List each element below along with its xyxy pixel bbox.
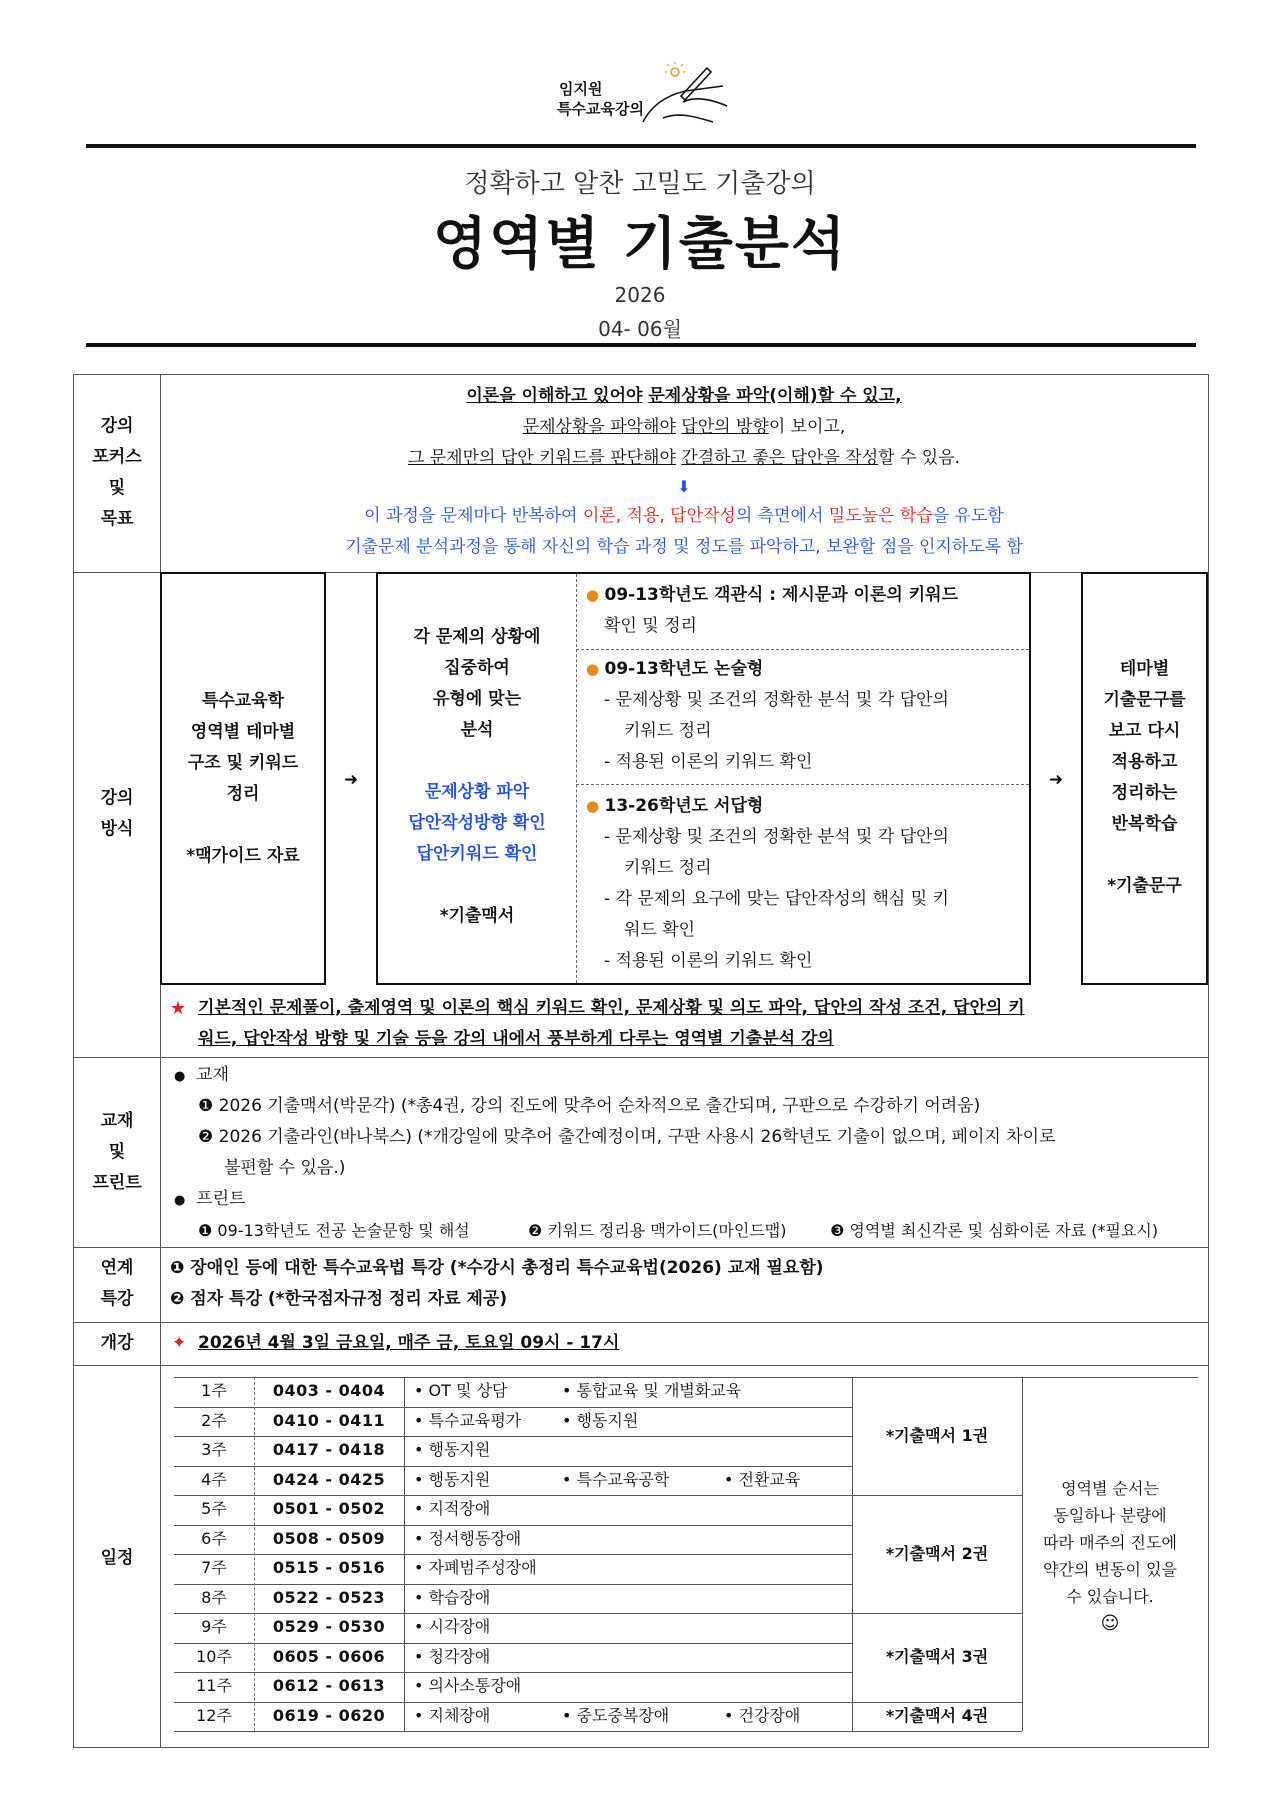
method-summary-line-2: 워드, 답안작성 방향 및 기술 등을 강의 내에서 풍부하게 다루는 영역별 기출분석 강의	[198, 1029, 834, 1049]
schedule-date: 0424 - 0425	[272, 1469, 386, 1489]
schedule-date: 0501 - 0502	[272, 1499, 386, 1518]
box-line: 특수교육학	[201, 691, 285, 711]
print-item-1: ❶ 09-13학년도 전공 논술문항 및 해설	[198, 1221, 470, 1240]
focus-text: 이 과정을 문제마다 반복하여	[364, 506, 583, 526]
row-divider	[74, 1247, 1208, 1248]
focus-line-4	[160, 501, 1208, 532]
spacer	[1083, 840, 1206, 871]
schedule-topic: • 전환교육	[724, 1469, 801, 1489]
method-box-structure	[160, 572, 326, 985]
box-line: 적용하고	[1111, 752, 1178, 772]
spacer	[162, 810, 324, 841]
logo	[555, 62, 735, 132]
print-item-3: ❸ 영역별 최신각론 및 심화이론 자료 (*필요시)	[830, 1221, 1159, 1240]
bullet-icon: ●	[174, 1193, 186, 1208]
spacer	[378, 870, 576, 901]
section-text: 워드 확인	[624, 920, 696, 940]
focus-line-2	[160, 412, 1208, 443]
linked-label	[74, 1253, 160, 1315]
schedule-topic: • 행동지원	[562, 1410, 639, 1430]
schedule-week: 9주	[201, 1617, 227, 1636]
section-head: 09-13학년도 객관식 : 제시문과 이론의 키워드	[604, 585, 959, 605]
schedule-topic: • 지적장애	[414, 1499, 491, 1518]
box-lines	[162, 686, 324, 872]
label-line: 프린트	[92, 1173, 142, 1193]
box-line: 보고 다시	[1108, 721, 1181, 741]
heading-text: 프린트	[196, 1189, 246, 1209]
schedule-topic: • 특수교육평가	[414, 1410, 522, 1430]
print-heading	[174, 1184, 245, 1216]
note-line: 수 있습니다.	[1066, 1587, 1154, 1606]
schedule-book: *기출맥서 2권	[885, 1544, 989, 1563]
textbook-heading	[174, 1060, 229, 1092]
down-arrow-icon: ⬇	[677, 477, 691, 496]
schedule-date: 0612 - 0613	[272, 1676, 386, 1695]
schedule-week: 11주	[196, 1676, 232, 1695]
book-group-line	[852, 1495, 1022, 1496]
schedule-date: 0515 - 0516	[272, 1558, 386, 1577]
schedule-note	[1022, 1475, 1198, 1637]
year-text: 2026	[614, 283, 666, 307]
method-label	[74, 783, 160, 845]
section-text: - 문제상황 및 조건의 정확한 분석 및 각 답안의	[604, 827, 949, 847]
box-line: 영역별 테마별	[190, 722, 296, 742]
focus-line-5: 기출문제 분석과정을 통해 자신의 학습 과정 및 정도를 파악하고, 보완할 점을 인지하도록 함	[345, 537, 1023, 557]
label-line: 강의	[100, 788, 134, 808]
label-line: 및	[108, 478, 126, 498]
period-text: 04- 06월	[598, 317, 682, 341]
focus-text: 문제상황을 파악(이해)할 수 있고,	[648, 386, 902, 406]
schedule-week: 12주	[196, 1705, 232, 1725]
linked-item-1: ❶ 장애인 등에 대한 특수교육법 특강 (*수강시 총정리 특수교육법(2026) 교재 필요함)	[170, 1258, 824, 1278]
box-line: 테마별	[1119, 659, 1170, 679]
linked-item-2: ❷ 점자 특강 (*한국점자규정 정리 자료 제공)	[170, 1289, 508, 1309]
row-divider	[74, 1322, 1208, 1323]
section-head: 13-26학년도 서답형	[604, 796, 764, 816]
focus-text: 간결하고 좋은 답안을 작성	[681, 448, 879, 468]
logo-text-name: 임지원	[559, 80, 603, 98]
row-divider	[74, 1365, 1208, 1366]
section-divider	[576, 649, 1029, 650]
star-icon: ★	[170, 998, 187, 1019]
logo-text-subtitle: 특수교육강의	[557, 100, 644, 118]
schedule-date: 0508 - 0509	[272, 1528, 386, 1548]
schedule-topic: • 지체장애	[414, 1705, 491, 1725]
opening-text: 2026년 4월 3일 금요일, 매주 금, 토요일 09시 - 17시	[198, 1333, 620, 1353]
schedule-topic: • 특수교육공학	[562, 1469, 670, 1489]
analysis-text	[378, 622, 576, 932]
arrow-right-icon: ➜	[343, 770, 359, 790]
focus-text: 이론, 적용, 답안작성	[582, 506, 736, 526]
box-line: 문제상황 파악	[424, 782, 530, 802]
section-short-answer	[586, 791, 763, 822]
schedule-week: 6주	[201, 1528, 227, 1548]
schedule-week: 3주	[201, 1440, 227, 1459]
section-objective	[586, 580, 958, 611]
label-line: 강의	[100, 416, 134, 436]
page-title: 영역별 기출분석	[432, 212, 848, 277]
bullet-dot-icon: ●	[586, 586, 600, 604]
section-text: 확인 및 정리	[604, 616, 697, 636]
schedule-book: *기출맥서 1권	[885, 1426, 989, 1445]
page-subtitle: 정확하고 알찬 고밀도 기출강의	[464, 169, 816, 199]
method-box-analysis	[376, 572, 1031, 985]
schedule-date: 0410 - 0411	[272, 1410, 386, 1430]
row-divider	[74, 1057, 1208, 1058]
box-line: *기출문구	[1107, 876, 1182, 896]
box-line: 반복학습	[1111, 814, 1178, 834]
section-text: - 적용된 이론의 키워드 확인	[604, 951, 813, 971]
schedule-date: 0522 - 0523	[272, 1587, 386, 1607]
box-line: 답안키워드 확인	[416, 844, 538, 864]
section-text: 키워드 정리	[624, 721, 712, 741]
focus-text: 할 수 있음.	[878, 448, 961, 468]
box-line: 구조 및 키워드	[187, 753, 299, 773]
box-line: *맥가이드 자료	[186, 846, 300, 866]
schedule-topic: • 의사소통장애	[414, 1676, 522, 1695]
note-line: 영역별 순서는	[1061, 1479, 1159, 1498]
smiley-icon: ☺	[1100, 1613, 1120, 1634]
schedule-label: 일정	[100, 1548, 134, 1568]
note-line: 동일하나 분량에	[1053, 1506, 1167, 1525]
schedule-week: 2주	[201, 1410, 227, 1430]
header-bottom-rule	[86, 343, 1196, 347]
sparkle-icon: ✦	[172, 1333, 187, 1353]
schedule-week: 8주	[201, 1587, 227, 1607]
textbook-item-1: ❶ 2026 기출맥서(박문각) (*총4권, 강의 진도에 맞추어 순차적으로 출간되며, 구판으로 수강하기 어려움)	[198, 1096, 981, 1116]
note-line: 따라 매주의 진도에	[1043, 1533, 1177, 1552]
schedule-topic: • 건강장애	[724, 1705, 801, 1725]
focus-text: 을 유도함	[932, 506, 1004, 526]
schedule-table	[174, 1377, 1198, 1735]
box-line: 유형에 맞는	[432, 689, 522, 709]
focus-text: 문제상황을 파악해야	[522, 417, 676, 437]
focus-line-3	[160, 443, 1208, 474]
schedule-topic: • OT 및 상담	[414, 1381, 508, 1400]
schedule-book: *기출맥서 4권	[885, 1706, 989, 1726]
label-line: 포커스	[92, 447, 142, 467]
box-line: 집중하여	[444, 658, 510, 678]
schedule-col-line	[404, 1377, 405, 1731]
box-line: 기출문구를	[1103, 690, 1186, 710]
label-line: 교재	[100, 1111, 134, 1131]
focus-text: 그 문제만의 답안 키워드를 판단해야	[407, 448, 676, 468]
focus-line-1	[160, 381, 1208, 412]
focus-label	[74, 411, 160, 535]
method-box-repeat	[1081, 572, 1208, 985]
schedule-date: 0529 - 0530	[272, 1617, 386, 1636]
label-line: 방식	[100, 819, 134, 839]
schedule-book: *기출맥서 3권	[885, 1647, 989, 1667]
course-table	[73, 374, 1209, 1748]
schedule-date: 0403 - 0404	[272, 1381, 386, 1400]
arrow-right-icon: ➜	[1048, 770, 1064, 790]
box-lines	[1083, 654, 1206, 902]
section-essay	[586, 654, 763, 685]
section-text: 키워드 정리	[624, 858, 712, 878]
schedule-topic: • 정서행동장애	[414, 1528, 522, 1548]
schedule-week: 1주	[201, 1381, 227, 1400]
schedule-topic: • 시각장애	[414, 1617, 491, 1636]
header-top-rule	[86, 144, 1196, 148]
method-summary-line-1: 기본적인 문제풀이, 출제영역 및 이론의 핵심 키워드 확인, 문제상황 및 의도 파악, 답안의 작성 조건, 답안의 키	[198, 998, 1025, 1018]
print-item-2: ❷ 키워드 정리용 맥가이드(마인드맵)	[528, 1221, 787, 1240]
schedule-topic: • 행동지원	[414, 1440, 491, 1459]
schedule-topic: • 자폐범주성장애	[414, 1558, 537, 1577]
schedule-topic: • 중도중복장애	[562, 1705, 670, 1725]
schedule-date: 0417 - 0418	[272, 1440, 386, 1459]
bullet-dot-icon: ●	[586, 660, 600, 678]
schedule-topic: • 행동지원	[414, 1469, 491, 1489]
note-line: 약간의 변동이 있을	[1043, 1560, 1177, 1579]
schedule-topic: • 학습장애	[414, 1587, 491, 1607]
schedule-topic: • 청각장애	[414, 1646, 491, 1666]
schedule-date: 0605 - 0606	[272, 1646, 386, 1666]
box-line: 각 문제의 상황에	[413, 627, 541, 647]
focus-text: 이론을 이해하고 있어야	[466, 386, 643, 406]
book-group-line	[852, 1613, 1022, 1614]
section-divider	[576, 784, 1029, 785]
focus-text: 밀도높은 학습	[828, 506, 933, 526]
focus-text: 답안의 방향	[681, 417, 769, 437]
textbook-item-2-cont: 불편할 수 있음.)	[224, 1158, 346, 1178]
schedule-date: 0619 - 0620	[272, 1705, 386, 1725]
box-line: *기출맥서	[439, 906, 515, 926]
box-line: 답안작성방향 확인	[408, 813, 546, 833]
box-line: 정리하는	[1111, 783, 1178, 803]
schedule-week: 7주	[201, 1558, 227, 1577]
inner-divider	[576, 574, 577, 983]
textbook-item-2: ❷ 2026 기출라인(바나북스) (*개강일에 맞추어 출간예정이며, 구판 사용시 26학년도 기출이 없으며, 페이지 차이로	[198, 1127, 1056, 1147]
section-text: - 적용된 이론의 키워드 확인	[604, 752, 813, 772]
focus-text: 이 보이고,	[768, 417, 846, 437]
box-line: 정리	[226, 784, 260, 804]
label-line: 및	[108, 1142, 126, 1162]
box-line: 분석	[460, 720, 494, 740]
section-text: - 각 문제의 요구에 맞는 답안작성의 핵심 및 키	[604, 889, 949, 909]
materials-label	[74, 1106, 160, 1199]
schedule-week: 4주	[201, 1469, 227, 1489]
section-head: 09-13학년도 논술형	[604, 659, 764, 679]
schedule-bottom-line	[174, 1731, 1022, 1732]
heading-text: 교재	[196, 1065, 230, 1085]
schedule-topic: • 통합교육 및 개별화교육	[562, 1381, 742, 1400]
section-text: - 문제상황 및 조건의 정확한 분석 및 각 답안의	[604, 690, 949, 710]
label-line: 특강	[100, 1289, 134, 1309]
focus-text: 의 측면에서	[735, 506, 829, 526]
bullet-dot-icon: ●	[586, 797, 600, 815]
schedule-week: 5주	[201, 1499, 227, 1518]
opening-label: 개강	[100, 1333, 134, 1353]
label-line: 연계	[100, 1258, 134, 1278]
label-line: 목표	[100, 509, 134, 529]
bullet-icon: ●	[174, 1069, 186, 1084]
spacer	[378, 746, 576, 777]
schedule-week: 10주	[196, 1646, 232, 1666]
hand-pencil-icon	[623, 62, 733, 128]
